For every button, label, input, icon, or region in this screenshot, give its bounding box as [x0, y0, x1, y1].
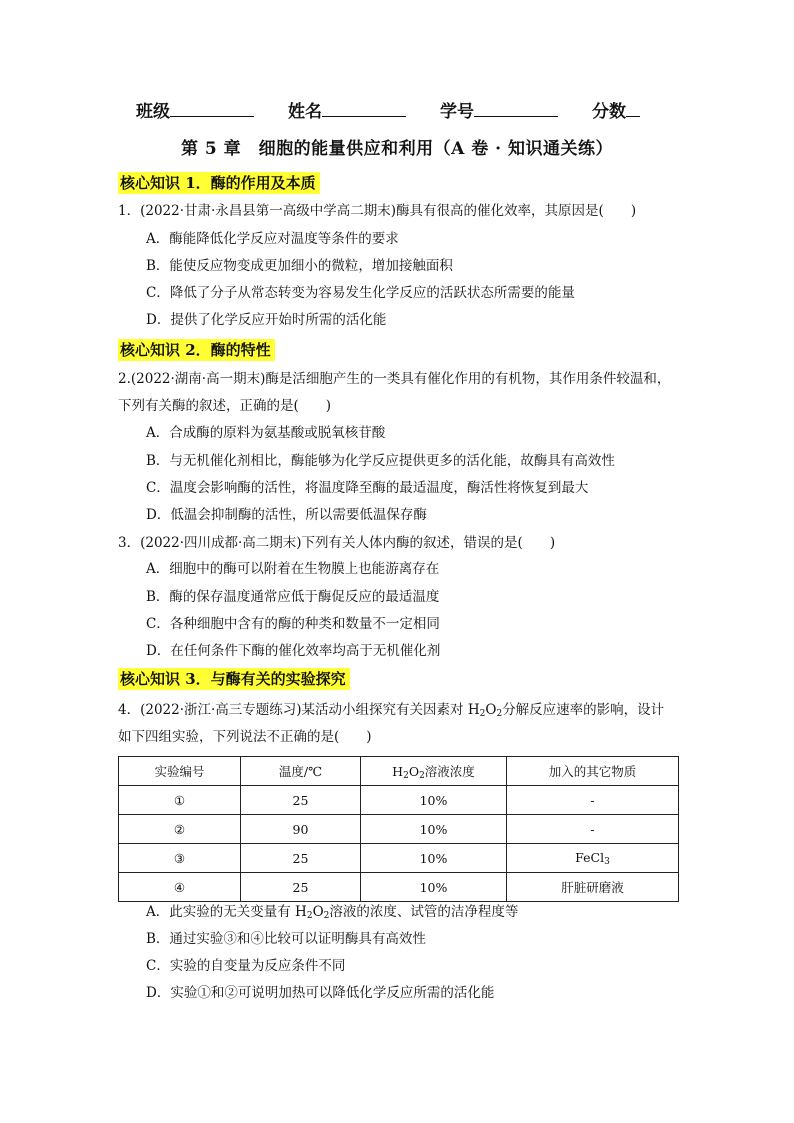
score-field	[592, 97, 640, 122]
table-row	[119, 786, 679, 815]
table-cell: ①	[119, 786, 241, 815]
subscript-2: 2	[419, 770, 425, 781]
table-header-cell: 实验编号	[119, 757, 241, 786]
fecl-text: FeCl	[575, 849, 605, 865]
experiment-table	[118, 756, 679, 902]
question-1-stem: 1．(2022·甘肃·永昌县第一高级中学高二期末)酶具有很高的催化效率，其原因是( )	[118, 203, 637, 219]
subscript-2: 2	[306, 911, 313, 921]
question-1-option-b: B．能使反应物变成更加细小的微粒，增加接触面积	[146, 258, 453, 274]
subscript-2: 2	[479, 709, 486, 719]
section-heading-2: 核心知识 2．酶的特性	[118, 339, 275, 361]
subscript-2: 2	[323, 911, 330, 921]
table-cell: 90	[241, 815, 361, 844]
question-2-option-a: A．合成酶的原料为氨基酸或脱氧核苷酸	[146, 425, 386, 441]
question-2-option-d: D．低温会抑制酶的活性，所以需要低温保存酶	[146, 507, 427, 523]
section-heading-1: 核心知识 1．酶的作用及本质	[118, 172, 320, 194]
question-3-option-b: B．酶的保存温度通常应低于酶促反应的最适温度	[146, 589, 440, 605]
table-cell: -	[507, 786, 679, 815]
oxygen-letter: O	[312, 904, 324, 920]
table-row	[119, 815, 679, 844]
page-title: 第 5 章 细胞的能量供应和利用（A 卷 · 知识通关练）	[180, 139, 614, 159]
table-row	[119, 844, 679, 873]
section-heading-3: 核心知识 3．与酶有关的实验探究	[118, 668, 350, 690]
table-cell: ④	[119, 873, 241, 902]
class-field	[136, 97, 254, 122]
question-3-option-d: D．在任何条件下酶的催化效率均高于无机催化剂	[146, 643, 441, 659]
score-blank[interactable]	[626, 100, 640, 117]
subscript-2: 2	[496, 709, 503, 719]
student-id-field	[440, 97, 558, 122]
question-2-stem-line-2: 下列有关酶的叙述，正确的是( )	[118, 398, 332, 414]
oxygen-letter: O	[485, 702, 497, 718]
class-blank[interactable]	[170, 100, 254, 117]
table-cell: 10%	[361, 786, 507, 815]
table-header-cell: 温度/℃	[241, 757, 361, 786]
hydrogen-letter: H	[392, 763, 404, 779]
table-header-cell: 加入的其它物质	[507, 757, 679, 786]
student-info-line	[136, 97, 696, 122]
question-2-stem-line-1: 2.(2022·湖南·高一期末)酶是活细胞产生的一类具有催化作用的有机物，其作用条件较温和，	[118, 371, 671, 387]
option-a-post: 溶液的浓度、试管的洁净程度等	[329, 904, 519, 920]
question-1-option-c: C．降低了分子从常态转变为容易发生化学反应的活跃状态所需要的能量	[146, 285, 575, 301]
table-cell: 肝脏研磨液	[507, 873, 679, 902]
question-1-option-d: D．提供了化学反应开始时所需的活化能	[146, 312, 387, 328]
name-blank[interactable]	[322, 100, 406, 117]
table-cell: 10%	[361, 844, 507, 873]
table-header-cell	[361, 757, 507, 786]
table-cell: ③	[119, 844, 241, 873]
question-4-stem-post: 分解反应速率的影响，设计	[502, 702, 665, 718]
question-2-option-b: B．与无机催化剂相比，酶能够为化学反应提供更多的活化能，故酶具有高效性	[146, 453, 615, 469]
question-4-stem-pre: 4．(2022·浙江·高三专题练习)某活动小组探究有关因素对 H	[118, 702, 480, 718]
table-cell: 25	[241, 873, 361, 902]
student-id-blank[interactable]	[474, 100, 558, 117]
table-row	[119, 873, 679, 902]
score-label: 分数	[592, 102, 626, 122]
question-4-stem-line-2: 如下四组实验，下列说法不正确的是( )	[118, 729, 372, 745]
concentration-header: 溶液浓度	[424, 763, 475, 779]
question-2-option-c: C．温度会影响酶的活性，将温度降至酶的最适温度，酶活性将恢复到最大	[146, 480, 589, 496]
question-3-option-a: A．细胞中的酶可以附着在生物膜上也能游离存在	[146, 561, 440, 577]
subscript-2: 2	[403, 770, 409, 781]
table-cell: 10%	[361, 873, 507, 902]
table-cell: ②	[119, 815, 241, 844]
table-cell: 25	[241, 786, 361, 815]
option-a-pre: A．此实验的无关变量有 H	[146, 904, 307, 920]
table-header-row	[119, 757, 679, 786]
name-label: 姓名	[288, 102, 322, 122]
question-4-option-c: C．实验的自变量为反应条件不同	[146, 958, 346, 974]
question-4-option-d: D．实验①和②可说明加热可以降低化学反应所需的活化能	[146, 985, 495, 1001]
table-cell: -	[507, 815, 679, 844]
oxygen-letter: O	[408, 763, 420, 779]
class-label: 班级	[136, 102, 170, 122]
name-field	[288, 97, 406, 122]
question-3-option-c: C．各种细胞中含有的酶的种类和数量不一定相同	[146, 616, 440, 632]
question-1-option-a: A．酶能降低化学反应对温度等条件的要求	[146, 231, 399, 247]
question-3-stem: 3．(2022·四川成都·高二期末)下列有关人体内酶的叙述，错误的是( )	[118, 535, 556, 551]
table-cell: 10%	[361, 815, 507, 844]
question-4-option-a	[146, 902, 518, 926]
table-cell: 25	[241, 844, 361, 873]
student-id-label: 学号	[440, 102, 474, 122]
subscript-3: 3	[604, 856, 610, 867]
table-cell	[507, 844, 679, 873]
question-4-option-b: B．通过实验③和④比较可以证明酶具有高效性	[146, 931, 426, 947]
